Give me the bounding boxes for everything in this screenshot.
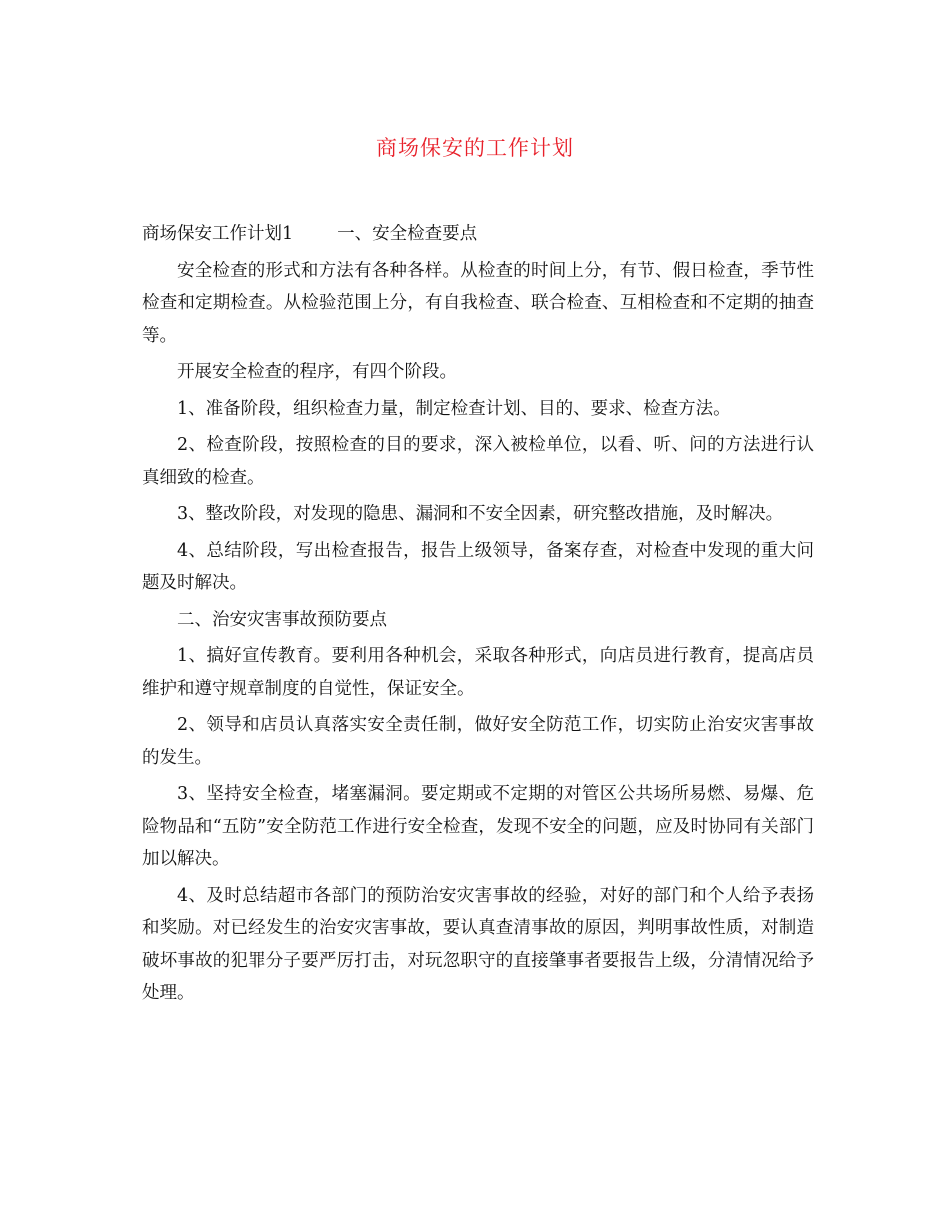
document-title: 商场保安的工作计划 xyxy=(376,136,574,160)
paragraph: 4、总结阶段，写出检查报告，报告上级领导，备案存查，对检查中发现的重大问题及时解决。 xyxy=(142,540,814,593)
section2-heading: 二、治安灾害事故预防要点 xyxy=(177,609,387,630)
plan-subtitle: 商场保安工作计划1 xyxy=(142,224,294,244)
paragraph: 3、坚持安全检查，堵塞漏洞。要定期或不定期的对管区公共场所易燃、易爆、危险物品和“五防”安全防范工作进行安全检查，发现不安全的问题，应及时协同有关部门加以解决。 xyxy=(142,784,814,869)
paragraph: 1、准备阶段，组织检查力量，制定检查计划、目的、要求、检查方法。 xyxy=(177,398,731,419)
paragraph: 安全检查的形式和方法有各种各样。从检查的时间上分，有节、假日检查，季节性检查和定期检查。从检验范围上分，有自我检查、联合检查、互相检查和不定期的抽查等。 xyxy=(142,260,814,346)
paragraph: 2、检查阶段，按照检查的目的要求，深入被检单位，以看、听、问的方法进行认真细致的检查。 xyxy=(142,435,814,488)
paragraph: 4、及时总结超市各部门的预防治安灾害事故的经验，对好的部门和个人给予表扬和奖励。对已经发生的治安灾害事故，要认真查清事故的原因，判明事故性质，对制造破坏事故的犯罪分子要严厉打击，对玩忽职守的直接肇事者要报告上级，分清情况给予处理。 xyxy=(142,885,814,1003)
section1-heading: 一、安全检查要点 xyxy=(337,224,478,244)
paragraph: 2、领导和店员认真落实安全责任制，做好安全防范工作，切实防止治安灾害事故的发生。 xyxy=(142,715,814,768)
paragraph: 1、搞好宣传教育。要利用各种机会，采取各种形式，向店员进行教育，提高店员维护和遵守规章制度的自觉性，保证安全。 xyxy=(142,646,814,699)
document-body xyxy=(142,218,814,1014)
subtitle-line xyxy=(142,218,814,251)
paragraph: 3、整改阶段，对发现的隐患、漏洞和不安全因素，研究整改措施，及时解决。 xyxy=(177,504,784,524)
paragraph: 开展安全检查的程序，有四个阶段。 xyxy=(177,362,457,382)
